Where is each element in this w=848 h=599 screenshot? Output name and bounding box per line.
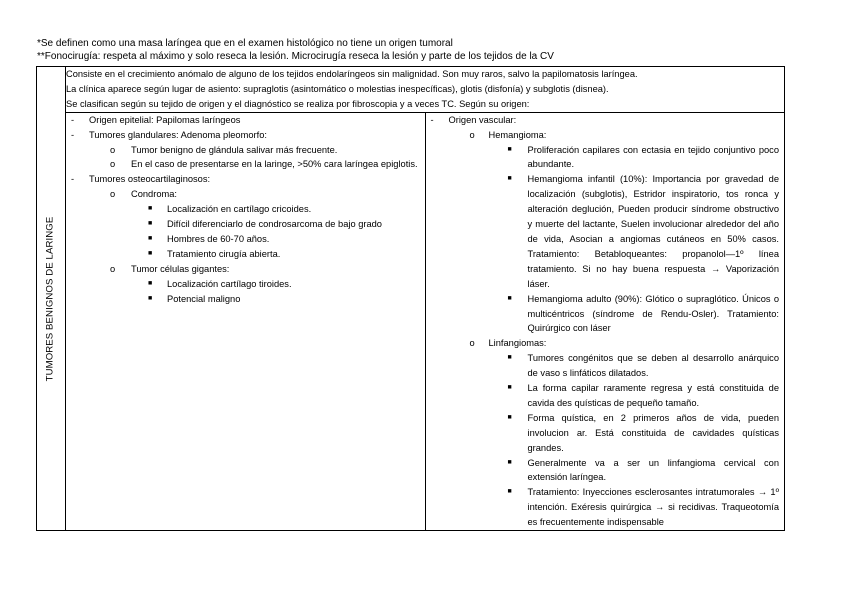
dash-bullet: - bbox=[71, 129, 75, 140]
intro-line: Se clasifican según su tejido de origen y el diagnóstico se realiza por fibroscopia y a veces TC. Según su origen: bbox=[66, 98, 530, 109]
list-item: ■ Hemangioma adulto (90%): Glótico o supraglótico. Únicos o multicéntricos (síndrome de Rendu-Osler). Tratamiento: Quirúrgico con láser bbox=[507, 293, 779, 334]
square-bullet: ■ bbox=[148, 205, 153, 213]
footnotes bbox=[37, 38, 554, 63]
list-item: - Origen vascular: bbox=[431, 113, 780, 128]
square-bullet: ■ bbox=[507, 384, 512, 392]
dash-bullet: - bbox=[71, 114, 75, 125]
square-bullet: ■ bbox=[148, 249, 153, 257]
list-item: - Origen epitelial: Papilomas laríngeos bbox=[71, 113, 420, 128]
circle-bullet: o bbox=[110, 159, 116, 170]
list-item: o Hemangioma: bbox=[431, 128, 780, 143]
list-item: o Tumor células gigantes: bbox=[71, 262, 420, 277]
side-label-cell bbox=[37, 67, 66, 531]
list-item: ■ Tratamiento cirugía abierta. bbox=[71, 247, 420, 262]
square-bullet: ■ bbox=[507, 294, 512, 302]
list-item: ■ Localización en cartílago cricoides. bbox=[71, 202, 420, 217]
list-item: o Tumor benigno de glándula salivar más frecuente. bbox=[71, 143, 420, 158]
square-bullet: ■ bbox=[507, 175, 512, 183]
circle-bullet: o bbox=[469, 338, 475, 349]
circle-bullet: o bbox=[469, 129, 475, 140]
square-bullet: ■ bbox=[148, 279, 153, 287]
list-item: o En el caso de presentarse en la laringe, >50% cara laríngea epiglotis. bbox=[71, 157, 420, 172]
side-label: TUMORES BENIGNOS DE LARINGE bbox=[44, 216, 56, 381]
list-item: ■ Tratamiento: Inyecciones esclerosantes intratumorales → 1º intención. Exéresis quirúrgica → si recidivas. Traqueotomía es frecuentemente indispensable bbox=[507, 487, 779, 528]
list-item: ■ Forma quística, en 2 primeros años de vida, pueden involucion ar. Está constituida de cavidades quísticas grandes. bbox=[507, 412, 779, 453]
list-item: ■ Potencial maligno bbox=[71, 292, 420, 307]
intro-line: La clínica aparece según lugar de asiento: supraglotis (asintomático o molestias inespecíficas), glotis (disfonía) y subglotis (disnea). bbox=[66, 83, 609, 94]
footnote-definition: *Se definen como una masa laríngea que en el examen histológico no tiene un origen tumoral bbox=[37, 38, 453, 49]
list-item: o Condroma: bbox=[71, 187, 420, 202]
list-item: ■ Proliferación capilares con ectasia en tejido conjuntivo poco abundante. bbox=[507, 144, 779, 170]
list-item: ■ Difícil diferenciarlo de condrosarcoma de bajo grado bbox=[71, 217, 420, 232]
dash-bullet: - bbox=[71, 174, 75, 185]
list-item: ■ Tumores congénitos que se deben al desarrollo anárquico de vaso s linfáticos dilatados. bbox=[507, 353, 779, 379]
list-item: - Tumores osteocartilaginosos: bbox=[71, 172, 420, 187]
list-item: ■ La forma capilar raramente regresa y está constituida de cavida des quísticas de pequeño tamaño. bbox=[507, 383, 779, 408]
square-bullet: ■ bbox=[507, 145, 512, 153]
list-item: ■ Hombres de 60-70 años. bbox=[71, 232, 420, 247]
circle-bullet: o bbox=[110, 144, 116, 155]
circle-bullet: o bbox=[110, 263, 116, 274]
tumores-table bbox=[36, 66, 785, 531]
list-item: o Linfangiomas: bbox=[431, 336, 780, 351]
square-bullet: ■ bbox=[507, 354, 512, 362]
dash-bullet: - bbox=[430, 114, 434, 125]
list-item: - Tumores glandulares: Adenoma pleomorfo: bbox=[71, 128, 420, 143]
list-item: ■ Generalmente va a ser un linfangioma cervical con extensión laríngea. bbox=[507, 457, 779, 483]
square-bullet: ■ bbox=[507, 458, 512, 466]
footnote-fonocirugia: **Fonocirugía: respeta al máximo y solo reseca la lesión. Microcirugía reseca la lesión y parte de los tejidos de la CV bbox=[37, 50, 554, 62]
list-item: ■ Hemangioma infantil (10%): Importancia por gravedad de localización (subglotis), Estridor inspiratorio, tos ronca y alteración deglución, Pueden producir síndrome obstructivo y muerte del lactante, Suelen involucionar alrededor del año de vida, Asocian a angiomas cutáneos en 50% casos. Tratamiento: Betabloqueantes: propanolol—1º línea tratamiento. Si no hay buena respuesta → Vaporización láser. bbox=[507, 174, 779, 289]
right-column-cell bbox=[425, 112, 785, 530]
left-column-cell bbox=[66, 112, 426, 530]
square-bullet: ■ bbox=[507, 488, 512, 496]
circle-bullet: o bbox=[110, 189, 116, 200]
list-item: ■ Localización cartílago tiroides. bbox=[71, 277, 420, 292]
square-bullet: ■ bbox=[148, 294, 153, 302]
intro-line: Consiste en el crecimiento anómalo de alguno de los tejidos endolaríngeos sin malignidad. Son muy raros, salvo la papilomatosis laríngea. bbox=[66, 69, 638, 79]
intro-cell bbox=[66, 67, 785, 113]
square-bullet: ■ bbox=[148, 234, 153, 242]
square-bullet: ■ bbox=[507, 413, 512, 421]
square-bullet: ■ bbox=[148, 220, 153, 228]
